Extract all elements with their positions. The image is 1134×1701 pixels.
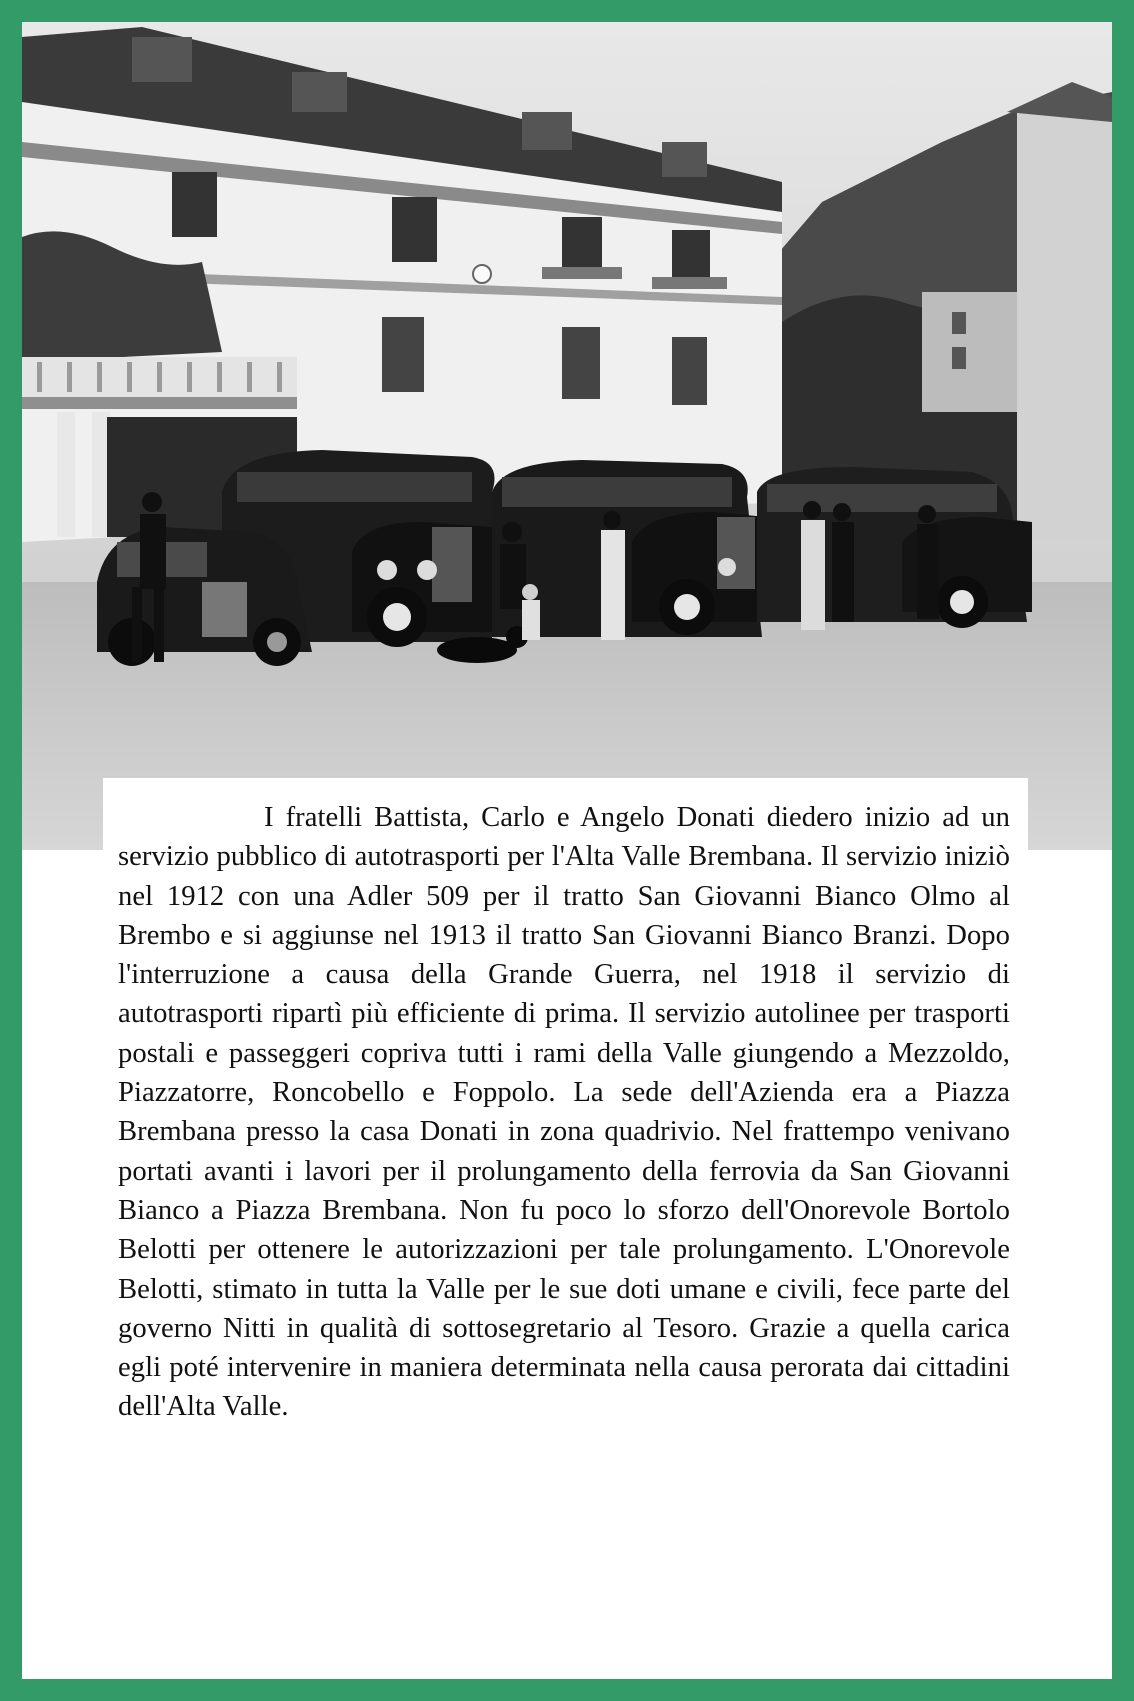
historic-photo — [22, 22, 1112, 850]
photo-illustration — [22, 22, 1112, 850]
article-paragraph: I fratelli Battista, Carlo e Angelo Donati diedero inizio ad un servizio pubblico di autotrasporti per l'Alta Valle Brembana. Il servizio iniziò nel 1912 con una Adler 509 per il tratto San Giovanni Bianco Olmo al Brembo e si aggiunse nel 1913 il tratto San Giovanni Bianco Branzi. Dopo l'interruzione a causa della Grande Guerra, nel 1918 il servizio di autotrasporti ripartì più efficiente di prima. Il servizio autolinee per trasporti postali e passeggeri copriva tutti i rami della Valle giungendo a Mezzoldo, Piazzatorre, Roncobello e Foppolo. La sede dell'Azienda era a Piazza Brembana presso la casa Donati in zona quadrivio. Nel frattempo venivano portati avanti i lavori per il prolungamento della ferrovia da San Giovanni Bianco a Piazza Brembana. Non fu poco lo sforzo dell'Onorevole Bortolo Belotti per ottenere le autorizzazioni per tale prolungamento. L'Onorevole Belotti, stimato in tutta la Valle per le sue doti umane e civili, fece parte del governo Nitti in qualità di sottosegretario al Tesoro. Grazie a quella carica egli poté intervenire in maniera determinata nella causa perorata dai cittadini dell'Alta Valle. — [118, 802, 1010, 1423]
